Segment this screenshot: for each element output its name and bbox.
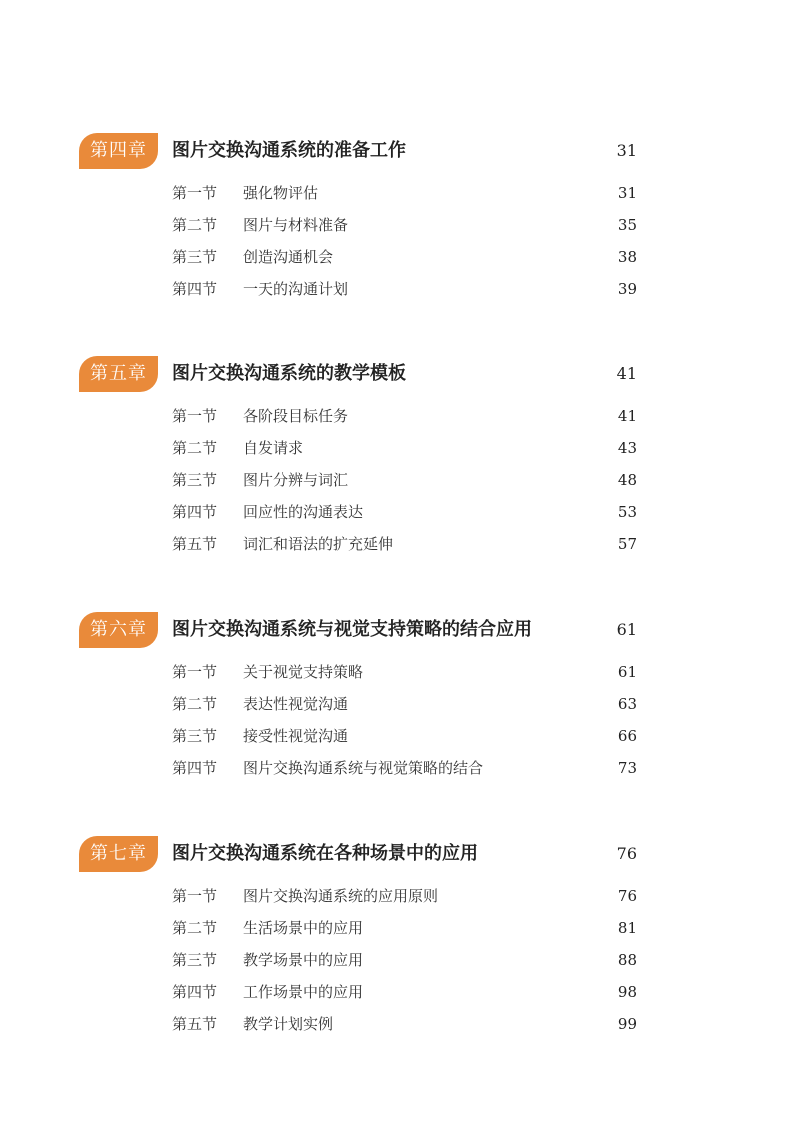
section-row[interactable] (0, 181, 800, 205)
section-number: 第四节 (172, 983, 218, 1001)
chapter-page-number: 31 (616, 141, 637, 160)
section-title: 创造沟通机会 (243, 248, 334, 266)
section-number: 第四节 (172, 759, 218, 777)
section-page-number: 57 (617, 535, 637, 553)
section-page-number: 31 (617, 184, 637, 202)
chapter-page-number: 41 (616, 364, 637, 383)
section-title: 回应性的沟通表达 (243, 503, 364, 521)
section-title: 图片交换沟通系统与视觉策略的结合 (243, 759, 484, 777)
section-row[interactable] (0, 980, 800, 1004)
section-title: 图片与材料准备 (243, 216, 349, 234)
section-page-number: 48 (617, 471, 637, 489)
section-page-number: 39 (617, 280, 637, 298)
section-title: 自发请求 (243, 439, 304, 457)
section-row[interactable] (0, 277, 800, 301)
section-row[interactable] (0, 756, 800, 780)
section-number: 第一节 (172, 663, 218, 681)
section-title: 工作场景中的应用 (243, 983, 364, 1001)
section-title: 接受性视觉沟通 (243, 727, 349, 745)
chapter-title: 图片交换沟通系统在各种场景中的应用 (172, 843, 478, 864)
section-page-number: 43 (617, 439, 637, 457)
section-number: 第四节 (172, 503, 218, 521)
chapter-heading[interactable] (0, 133, 800, 169)
section-title: 教学计划实例 (243, 1015, 334, 1033)
section-row[interactable] (0, 1012, 800, 1036)
chapter-page-number: 76 (616, 844, 637, 863)
section-title: 强化物评估 (243, 184, 319, 202)
chapter-heading[interactable] (0, 612, 800, 648)
section-page-number: 76 (617, 887, 637, 905)
section-title: 图片分辨与词汇 (243, 471, 349, 489)
section-number: 第一节 (172, 407, 218, 425)
section-number: 第三节 (172, 951, 218, 969)
section-row[interactable] (0, 916, 800, 940)
section-row[interactable] (0, 948, 800, 972)
section-page-number: 81 (617, 919, 637, 937)
section-title: 表达性视觉沟通 (243, 695, 349, 713)
section-number: 第五节 (172, 1015, 218, 1033)
section-row[interactable] (0, 884, 800, 908)
section-row[interactable] (0, 500, 800, 524)
section-title: 关于视觉支持策略 (243, 663, 364, 681)
section-row[interactable] (0, 532, 800, 556)
section-number: 第五节 (172, 535, 218, 553)
chapter-label-badge: 第六章 (79, 612, 158, 648)
section-number: 第三节 (172, 471, 218, 489)
chapter-label-badge: 第四章 (79, 133, 158, 169)
chapter-heading[interactable] (0, 356, 800, 392)
chapter-label-badge: 第七章 (79, 836, 158, 872)
section-row[interactable] (0, 724, 800, 748)
chapter-label-badge: 第五章 (79, 356, 158, 392)
section-title: 词汇和语法的扩充延伸 (243, 535, 394, 553)
chapter-heading[interactable] (0, 836, 800, 872)
section-page-number: 99 (617, 1015, 637, 1033)
section-row[interactable] (0, 245, 800, 269)
chapter-title: 图片交换沟通系统的教学模板 (172, 363, 406, 384)
section-title: 生活场景中的应用 (243, 919, 364, 937)
section-number: 第二节 (172, 439, 218, 457)
section-title: 图片交换沟通系统的应用原则 (243, 887, 439, 905)
section-number: 第四节 (172, 280, 218, 298)
section-page-number: 63 (617, 695, 637, 713)
section-title: 一天的沟通计划 (243, 280, 349, 298)
section-title: 教学场景中的应用 (243, 951, 364, 969)
section-page-number: 53 (617, 503, 637, 521)
chapter-page-number: 61 (616, 620, 637, 639)
section-number: 第一节 (172, 887, 218, 905)
section-number: 第二节 (172, 919, 218, 937)
section-row[interactable] (0, 213, 800, 237)
section-row[interactable] (0, 436, 800, 460)
section-row[interactable] (0, 404, 800, 428)
section-page-number: 61 (617, 663, 637, 681)
section-number: 第三节 (172, 248, 218, 266)
section-page-number: 73 (617, 759, 637, 777)
section-row[interactable] (0, 692, 800, 716)
section-number: 第二节 (172, 695, 218, 713)
section-row[interactable] (0, 660, 800, 684)
section-number: 第一节 (172, 184, 218, 202)
section-page-number: 35 (617, 216, 637, 234)
section-number: 第二节 (172, 216, 218, 234)
section-page-number: 41 (617, 407, 637, 425)
section-page-number: 88 (617, 951, 637, 969)
chapter-title: 图片交换沟通系统与视觉支持策略的结合应用 (172, 619, 532, 640)
section-row[interactable] (0, 468, 800, 492)
chapter-title: 图片交换沟通系统的准备工作 (172, 140, 406, 161)
section-title: 各阶段目标任务 (243, 407, 349, 425)
section-page-number: 66 (617, 727, 637, 745)
section-page-number: 98 (617, 983, 637, 1001)
section-number: 第三节 (172, 727, 218, 745)
section-page-number: 38 (617, 248, 637, 266)
